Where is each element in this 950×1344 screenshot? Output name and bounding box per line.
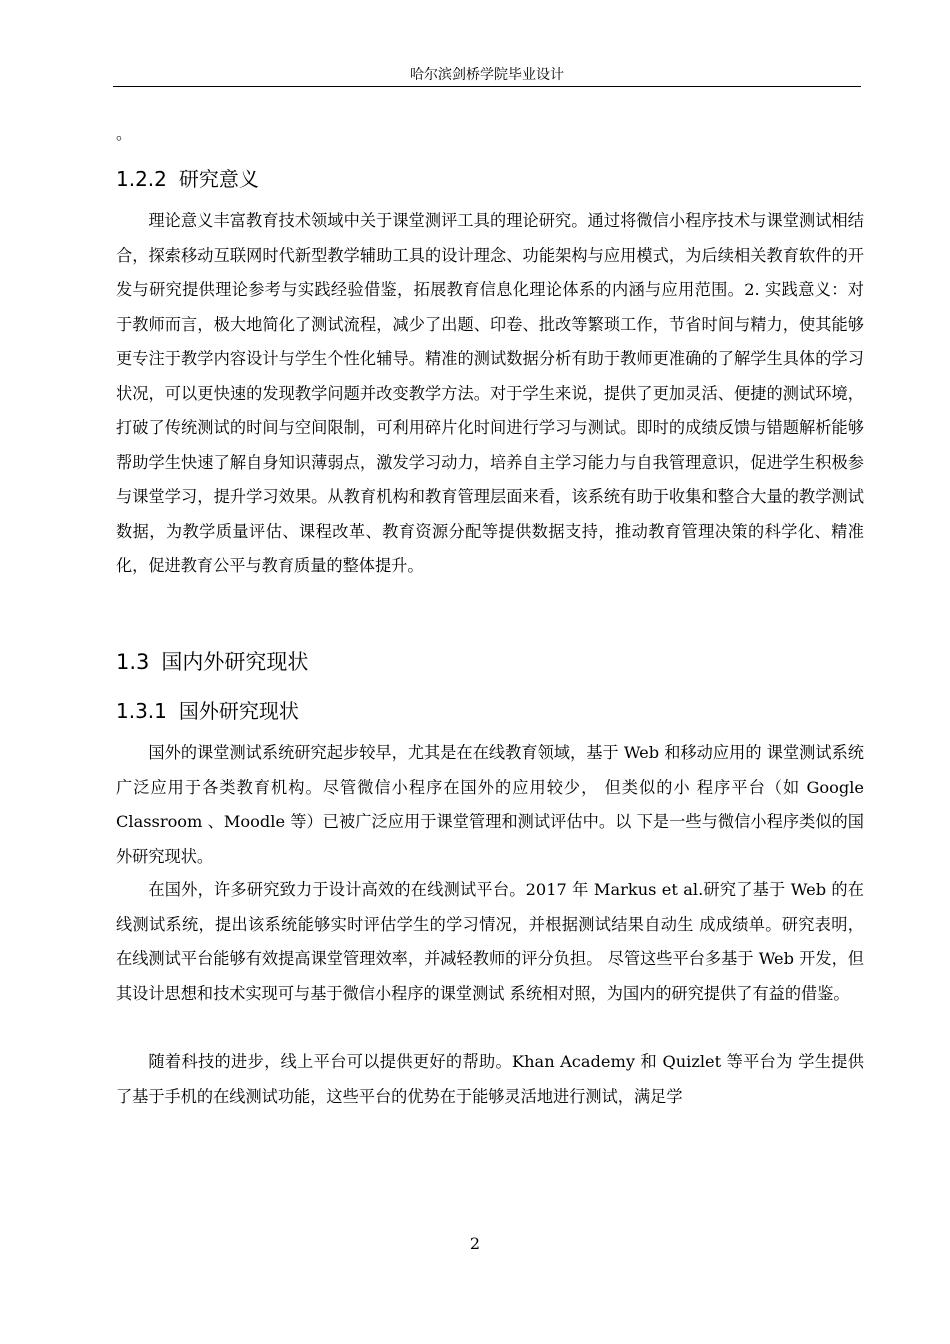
heading-1-3-1 (116, 697, 299, 725)
heading-title: 国内外研究现状 (161, 650, 309, 674)
paragraph-foreign-overview: 国外的课堂测试系统研究起步较早，尤其是在在线教育领域，基于 Web 和移动应用的 课堂测试系统广泛应用于各类教育机构。尽管微信小程序在国外的应用较少， 但类似的小 程序平台（如 Google Classroom 、Moodle 等）已被广泛应用于课堂管理和测试评估中。以 下是一些与微信小程序类似的国外研究现状。 (116, 743, 864, 866)
heading-1-3 (116, 647, 308, 677)
stray-punctuation: 。 (116, 124, 133, 143)
header-divider (113, 86, 861, 87)
page-header: 哈尔滨剑桥学院毕业设计 (410, 67, 564, 83)
heading-number: 1.2.2 (116, 167, 167, 191)
heading-number: 1.3.1 (116, 699, 167, 723)
heading-1-2-2 (116, 165, 259, 193)
heading-title: 国外研究现状 (178, 699, 299, 723)
paragraph-technology-progress: 随着科技的进步，线上平台可以提供更好的帮助。Khan Academy 和 Quizlet 等平台为 学生提供了基于手机的在线测试功能，这些平台的优势在于能够灵活地进行测试，满足学 (116, 1052, 864, 1106)
paragraph-research-significance: 理论意义丰富教育技术领域中关于课堂测评工具的理论研究。通过将微信小程序技术与课堂测试相结合，探索移动互联网时代新型教学辅助工具的设计理念、功能架构与应用模式，为后续相关教育软件的开发与研究提供理论参考与实践经验借鉴，拓展教育信息化理论体系的内涵与应用范围。2. 实践意义：对于教师而言，极大地简化了测试流程，减少了出题、印卷、批改等繁琐工作，节省时间与精力，使其能够更专注于教学内容设计与学生个性化辅导。精准的测试数据分析有助于教师更准确的了解学生具体的学习状况，可以更快速的发现教学问题并改变教学方法。对于学生来说，提供了更加灵活、便捷的测试环境，打破了传统测试的时间与空间限制，可利用碎片化时间进行学习与测试。即时的成绩反馈与错题解析能够帮助学生快速了解自身知识薄弱点，激发学习动力，培养自主学习能力与自我管理意识，促进学生积极参与课堂学习，提升学习效果。从教育机构和教育管理层面来看，该系统有助于收集和整合大量的教学测试数据，为教学质量评估、课程改革、教育资源分配等提供数据支持，推动教育管理决策的科学化、精准化，促进教育公平与教育质量的整体提升。 (116, 211, 864, 575)
paragraph-online-testing-platforms: 在国外，许多研究致力于设计高效的在线测试平台。2017 年 Markus et al.研究了基于 Web 的在线测试系统，提出该系统能够实时评估学生的学习情况，并根据测试结果自动生 成成绩单。研究表明，在线测试平台能够有效提高课堂管理效率，并减轻教师的评分负担。 尽管这些平台多基于 Web 开发，但其设计思想和技术实现可与基于微信小程序的课堂测试 系统相对照，为国内的研究提供了有益的借鉴。 (116, 880, 864, 1003)
heading-title: 研究意义 (178, 167, 259, 191)
page-number: 2 (469, 1234, 481, 1253)
heading-number: 1.3 (116, 650, 150, 674)
